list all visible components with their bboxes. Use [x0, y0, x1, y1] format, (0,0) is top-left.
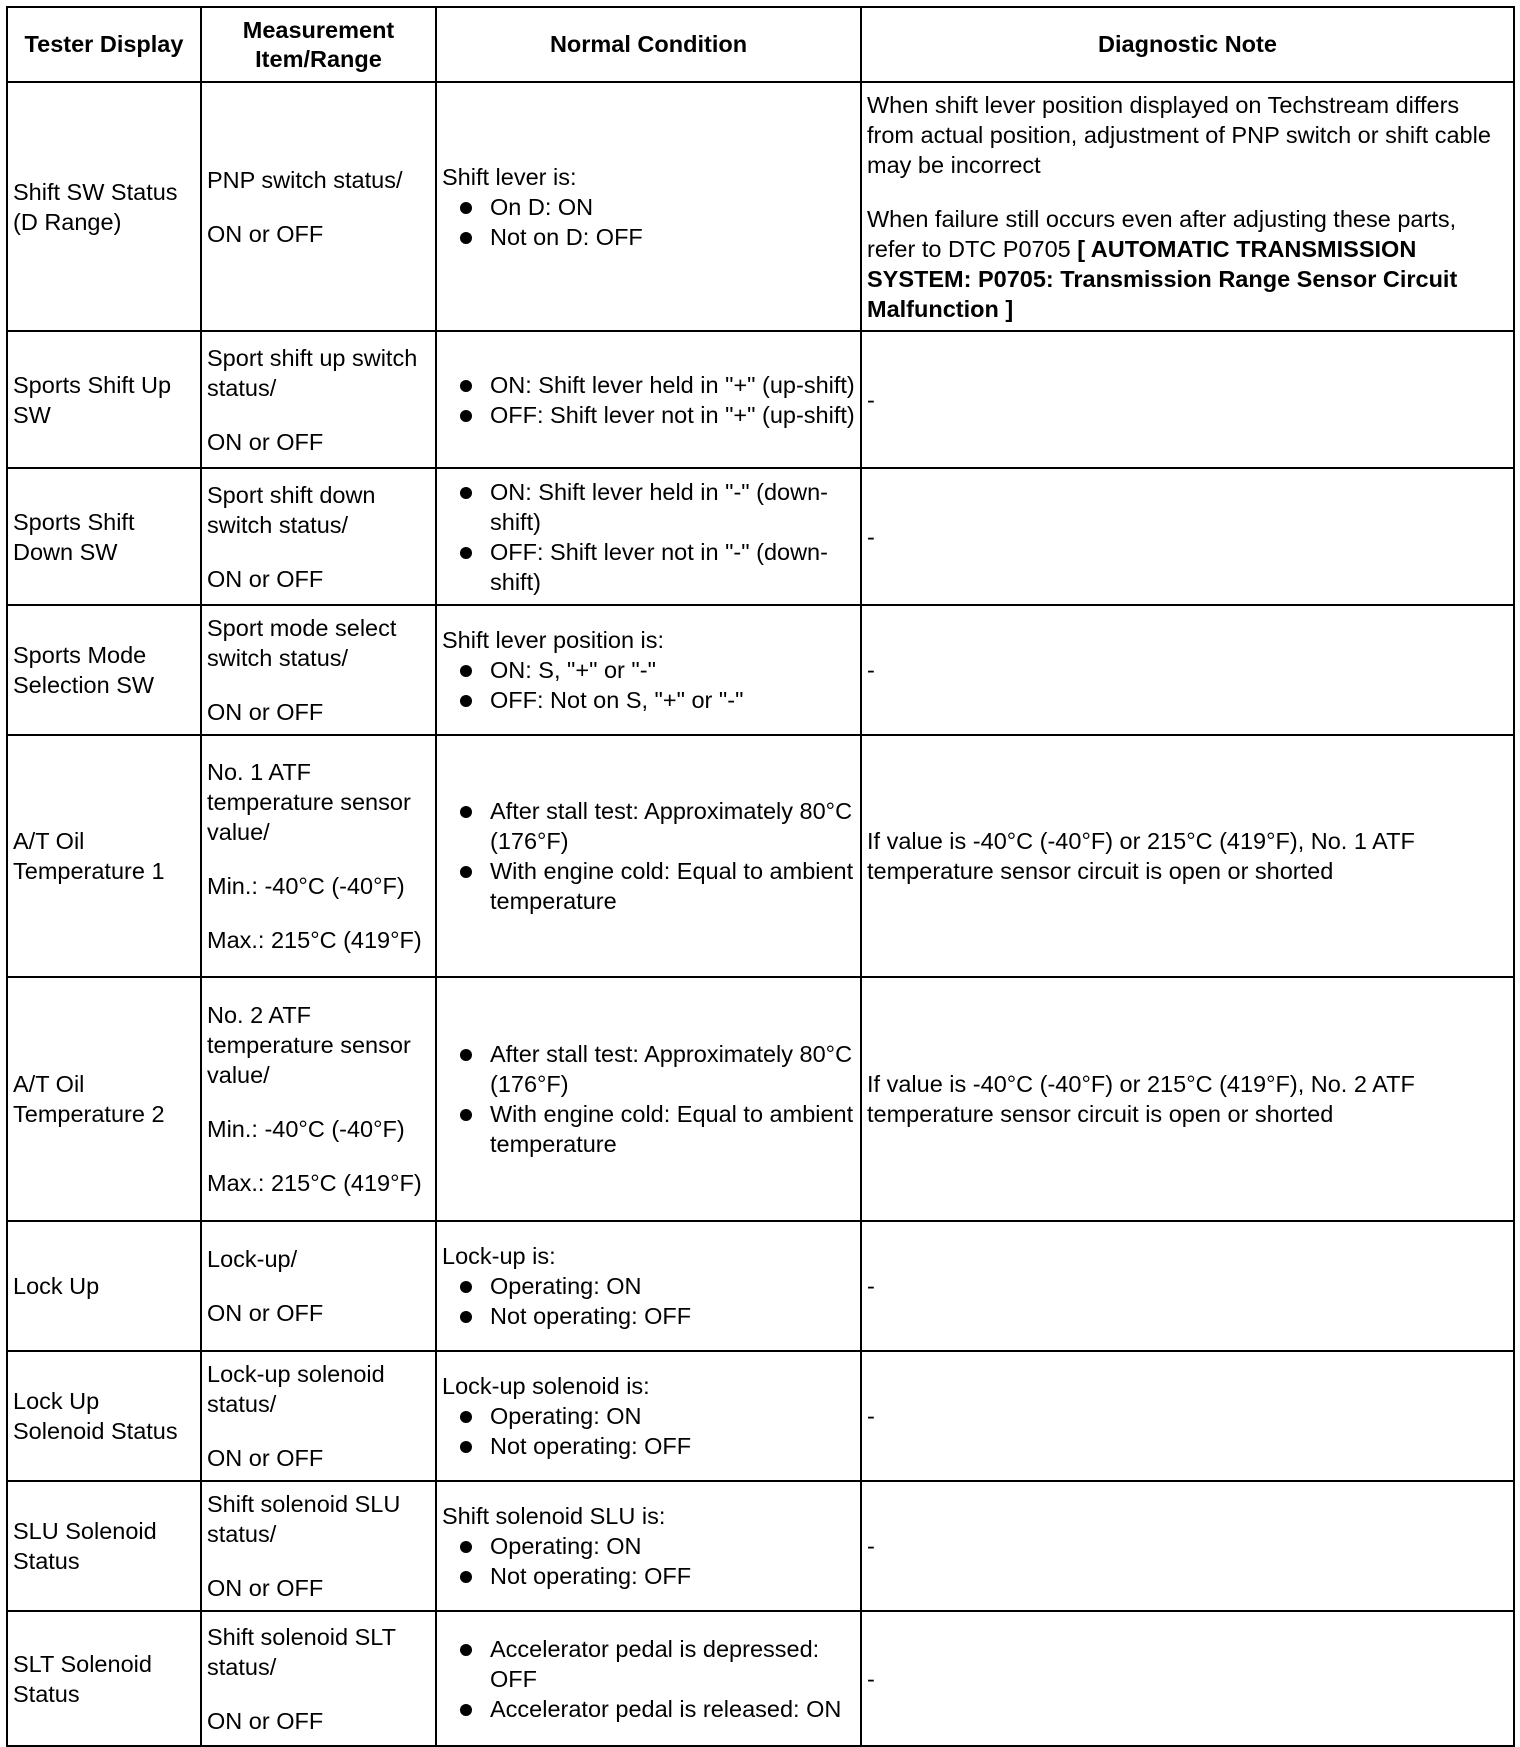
bullet-dot-icon — [460, 1541, 472, 1553]
header-row — [7, 7, 1514, 82]
measurement-line: Min.: -40°C (-40°F) — [207, 1116, 405, 1142]
table-row — [7, 977, 1514, 1221]
normal-bullet-text: OFF: Shift lever not in "-" (down-shift) — [490, 538, 828, 595]
normal-bullet — [442, 1039, 855, 1099]
normal-condition-cell — [436, 735, 861, 977]
bullet-dot-icon — [460, 1281, 472, 1293]
normal-bullet-list — [442, 1634, 855, 1724]
normal-bullet-list — [442, 1271, 855, 1331]
normal-bullet-text: Not on D: OFF — [490, 223, 643, 250]
normal-bullet — [442, 370, 855, 400]
header-normal-condition: Normal Condition — [436, 7, 861, 82]
table-row — [7, 331, 1514, 468]
normal-bullet-text: ON: Shift lever held in "-" (down-shift) — [490, 478, 828, 535]
normal-condition-cell — [436, 331, 861, 468]
normal-condition-cell — [436, 468, 861, 605]
normal-bullet — [442, 1634, 855, 1694]
measurement-cell — [201, 1351, 436, 1481]
diagnostic-note-cell: - — [861, 1481, 1514, 1611]
normal-condition-cell — [436, 1221, 861, 1351]
header-measurement: Measurement Item/Range — [201, 7, 436, 82]
measurement-line: No. 1 ATF temperature sensor value/ — [207, 759, 411, 845]
dtc-reference-link[interactable]: [ AUTOMATIC TRANSMISSION SYSTEM: P0705: Transmission Range Sensor Circuit Malfunction ] — [867, 235, 1458, 322]
tester-display-cell: Lock Up — [7, 1221, 201, 1351]
normal-bullet-text: OFF: Not on S, "+" or "-" — [490, 687, 744, 713]
normal-bullet — [442, 1531, 855, 1561]
bullet-dot-icon — [460, 1571, 472, 1583]
bullet-dot-icon — [460, 1311, 472, 1323]
measurement-line: Max.: 215°C (419°F) — [207, 1170, 422, 1196]
tester-display-cell: SLU Solenoid Status — [7, 1481, 201, 1611]
diagnostic-note-cell: - — [861, 605, 1514, 735]
normal-bullet-text: Not operating: OFF — [490, 1433, 692, 1459]
measurement-line: ON or OFF — [207, 565, 324, 592]
diagnostic-note-cell: - — [861, 331, 1514, 468]
tester-display-cell: Lock Up Solenoid Status — [7, 1351, 201, 1481]
normal-intro: Shift lever is: — [442, 163, 577, 190]
measurement-line: ON or OFF — [207, 1445, 324, 1471]
diagnostic-note-cell: - — [861, 1351, 1514, 1481]
diagnostic-note-cell: - — [861, 1221, 1514, 1351]
normal-bullet-list — [442, 477, 855, 597]
normal-bullet — [442, 537, 855, 597]
normal-condition-cell — [436, 82, 861, 331]
bullet-dot-icon — [460, 487, 472, 499]
bullet-dot-icon — [460, 695, 472, 707]
normal-bullet-text: Not operating: OFF — [490, 1303, 692, 1329]
normal-condition-cell — [436, 1611, 861, 1746]
normal-bullet-text: Not operating: OFF — [490, 1563, 692, 1589]
normal-bullet-text: Accelerator pedal is released: ON — [490, 1695, 842, 1722]
table-row — [7, 1221, 1514, 1351]
normal-bullet — [442, 655, 855, 685]
measurement-line: ON or OFF — [207, 428, 324, 455]
measurement-cell — [201, 1221, 436, 1351]
measurement-line: No. 2 ATF temperature sensor value/ — [207, 1002, 411, 1088]
measurement-line: Shift solenoid SLT status/ — [207, 1623, 396, 1680]
normal-bullet — [442, 1561, 855, 1591]
measurement-line: ON or OFF — [207, 1300, 324, 1326]
normal-bullet-text: After stall test: Approximately 80°C (176°F) — [490, 798, 853, 854]
tester-display-cell: SLT Solenoid Status — [7, 1611, 201, 1746]
note-text: When failure still occurs even after adjusting these parts, refer to DTC P0705 — [867, 205, 1457, 262]
measurement-line: ON or OFF — [207, 220, 324, 247]
normal-bullet-list — [442, 1401, 855, 1461]
normal-bullet-text: On D: ON — [490, 193, 594, 220]
diagnostic-note-cell: If value is -40°C (-40°F) or 215°C (419°F), No. 1 ATF temperature sensor circuit is open or shorted — [861, 735, 1514, 977]
normal-bullet-text: Operating: ON — [490, 1403, 642, 1429]
bullet-dot-icon — [460, 1441, 472, 1453]
normal-bullet — [442, 685, 855, 715]
normal-intro: Shift lever position is: — [442, 627, 665, 653]
tester-display-cell: Shift SW Status (D Range) — [7, 82, 201, 331]
normal-bullet-text: OFF: Shift lever not in "+" (up-shift) — [490, 401, 855, 428]
measurement-cell — [201, 82, 436, 331]
normal-bullet — [442, 1271, 855, 1301]
bullet-dot-icon — [460, 1411, 472, 1423]
table-row — [7, 735, 1514, 977]
normal-bullet-text: ON: S, "+" or "-" — [490, 657, 656, 683]
normal-bullet-list — [442, 1039, 855, 1159]
data-list-table — [6, 6, 1515, 1747]
header-tester-display: Tester Display — [7, 7, 201, 82]
measurement-cell — [201, 1611, 436, 1746]
measurement-line: Sport shift up switch status/ — [207, 344, 418, 401]
normal-condition-cell — [436, 977, 861, 1221]
tester-display-cell: Sports Shift Up SW — [7, 331, 201, 468]
bullet-dot-icon — [460, 380, 472, 392]
diagnostic-note-cell: - — [861, 1611, 1514, 1746]
bullet-dot-icon — [460, 1644, 472, 1656]
diagnostic-note-cell: If value is -40°C (-40°F) or 215°C (419°F), No. 2 ATF temperature sensor circuit is open or shorted — [861, 977, 1514, 1221]
measurement-line: Lock-up/ — [207, 1246, 298, 1272]
normal-bullet-list — [442, 370, 855, 430]
tester-display-cell: A/T Oil Temperature 2 — [7, 977, 201, 1221]
bullet-dot-icon — [460, 547, 472, 559]
normal-condition-cell — [436, 1481, 861, 1611]
bullet-dot-icon — [460, 1704, 472, 1716]
diagnostic-note-cell — [861, 82, 1514, 331]
normal-bullet — [442, 1431, 855, 1461]
measurement-cell — [201, 977, 436, 1221]
bullet-dot-icon — [460, 665, 472, 677]
normal-bullet — [442, 192, 855, 222]
measurement-line: Shift solenoid SLU status/ — [207, 1491, 401, 1547]
tester-display-cell: A/T Oil Temperature 1 — [7, 735, 201, 977]
normal-bullet-list — [442, 1531, 855, 1591]
measurement-line: Sport mode select switch status/ — [207, 615, 397, 671]
normal-bullet — [442, 1099, 855, 1159]
normal-bullet-text: Operating: ON — [490, 1273, 642, 1299]
normal-bullet-text: Operating: ON — [490, 1533, 642, 1559]
normal-bullet — [442, 400, 855, 430]
measurement-line: Lock-up solenoid status/ — [207, 1361, 385, 1417]
bullet-dot-icon — [460, 866, 472, 878]
measurement-line: PNP switch status/ — [207, 166, 403, 193]
measurement-cell — [201, 735, 436, 977]
normal-bullet-list — [442, 796, 855, 916]
bullet-dot-icon — [460, 202, 472, 214]
normal-intro: Lock-up is: — [442, 1243, 556, 1269]
normal-intro: Shift solenoid SLU is: — [442, 1503, 666, 1529]
normal-bullet-text: With engine cold: Equal to ambient temperature — [490, 858, 854, 914]
normal-bullet — [442, 1301, 855, 1331]
table-row — [7, 82, 1514, 331]
table-row — [7, 1481, 1514, 1611]
bullet-dot-icon — [460, 1049, 472, 1061]
normal-bullet-text: ON: Shift lever held in "+" (up-shift) — [490, 371, 855, 398]
normal-bullet — [442, 856, 855, 916]
normal-condition-cell — [436, 605, 861, 735]
measurement-line: ON or OFF — [207, 699, 324, 725]
table-row — [7, 1611, 1514, 1746]
normal-bullet — [442, 222, 855, 252]
normal-bullet-text: After stall test: Approximately 80°C (176°F) — [490, 1041, 853, 1097]
table-row — [7, 605, 1514, 735]
measurement-cell — [201, 605, 436, 735]
tester-display-cell: Sports Shift Down SW — [7, 468, 201, 605]
measurement-line: Max.: 215°C (419°F) — [207, 927, 422, 953]
measurement-line: ON or OFF — [207, 1707, 324, 1734]
bullet-dot-icon — [460, 1109, 472, 1121]
measurement-line: Sport shift down switch status/ — [207, 481, 376, 538]
normal-bullet — [442, 477, 855, 537]
note-paragraph — [867, 204, 1508, 324]
normal-bullet-text: With engine cold: Equal to ambient temperature — [490, 1101, 854, 1157]
bullet-dot-icon — [460, 806, 472, 818]
diagnostic-note-cell: - — [861, 468, 1514, 605]
normal-bullet — [442, 796, 855, 856]
measurement-cell — [201, 1481, 436, 1611]
table-row — [7, 1351, 1514, 1481]
measurement-line: ON or OFF — [207, 1575, 324, 1601]
measurement-cell — [201, 331, 436, 468]
header-diagnostic-note: Diagnostic Note — [861, 7, 1514, 82]
normal-bullet-list — [442, 192, 855, 252]
measurement-cell — [201, 468, 436, 605]
measurement-line: Min.: -40°C (-40°F) — [207, 873, 405, 899]
bullet-dot-icon — [460, 232, 472, 244]
bullet-dot-icon — [460, 410, 472, 422]
normal-bullet-list — [442, 655, 855, 715]
normal-bullet-text: Accelerator pedal is depressed: OFF — [490, 1635, 820, 1692]
tester-display-cell: Sports Mode Selection SW — [7, 605, 201, 735]
table-row — [7, 468, 1514, 605]
normal-bullet — [442, 1694, 855, 1724]
normal-intro: Lock-up solenoid is: — [442, 1373, 650, 1399]
note-paragraph: When shift lever position displayed on Techstream differs from actual position, adjustment of PNP switch or shift cable may be incorrect — [867, 91, 1491, 178]
normal-condition-cell — [436, 1351, 861, 1481]
normal-bullet — [442, 1401, 855, 1431]
